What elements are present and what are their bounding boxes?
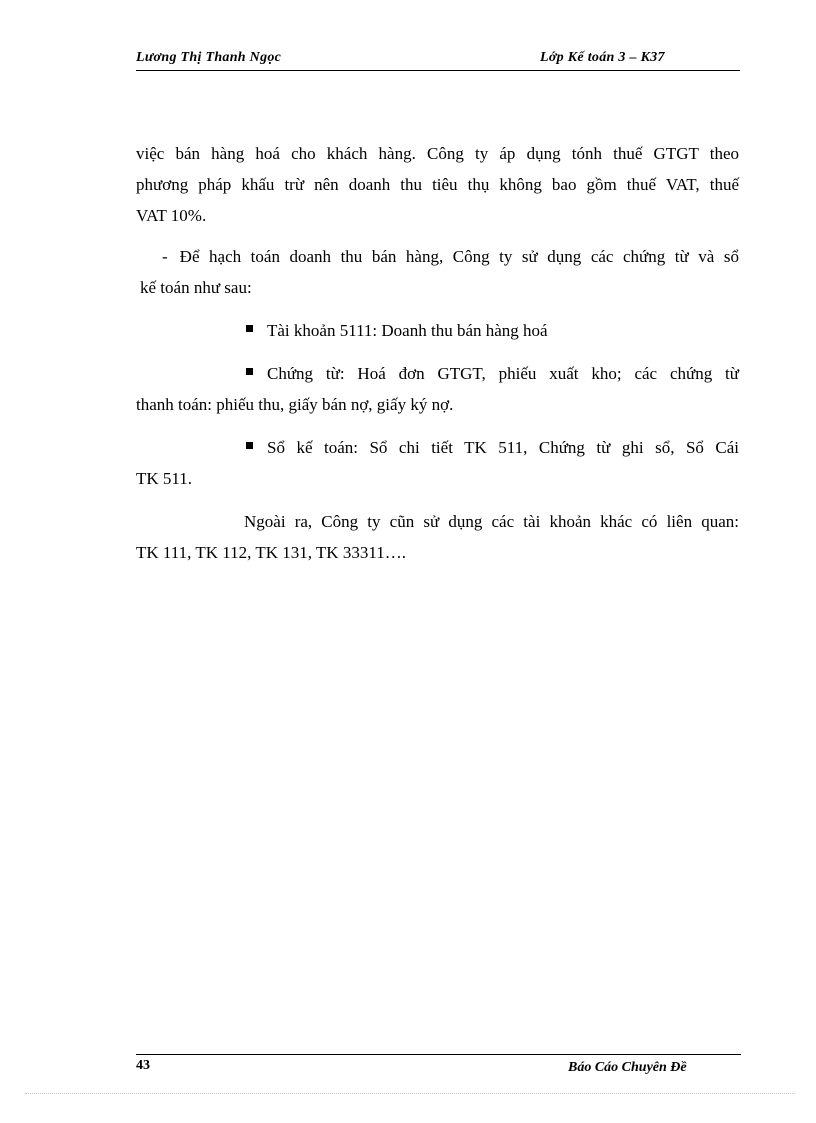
intro-line-2: phương pháp khấu trừ nên doanh thu tiêu thụ không bao gồm thuế VAT, thuế <box>136 175 739 194</box>
bullet-line <box>136 315 739 346</box>
dash-line-1 <box>136 241 739 272</box>
page-footer <box>136 1054 741 1079</box>
bullet-item-account <box>136 315 739 346</box>
page-number: 43 <box>136 1058 150 1073</box>
intro-line-1: việc bán hàng hoá cho khách hàng. Công ty áp dụng tónh thuế GTGT theo <box>136 144 739 163</box>
bullet-list <box>136 315 739 494</box>
bullet-text: Chứng từ: Hoá đơn GTGT, phiếu xuất kho; các chứng từ <box>267 364 739 383</box>
bullet-continuation: thanh toán: phiếu thu, giấy bán nợ, giấy ký nợ. <box>136 395 454 414</box>
dash-paragraph <box>136 241 739 303</box>
intro-paragraph <box>136 138 739 231</box>
page-bottom-divider <box>25 1093 795 1094</box>
dash-marker: - <box>162 247 168 266</box>
dash-text-1: Để hạch toán doanh thu bán hàng, Công ty sử dụng các chứng từ và sổ <box>179 247 739 266</box>
other-line-2: TK 111, TK 112, TK 131, TK 33311…. <box>136 543 406 562</box>
bullet-line <box>136 358 739 389</box>
square-bullet-icon <box>246 442 253 449</box>
other-accounts-paragraph <box>136 506 739 568</box>
intro-line-3: VAT 10%. <box>136 206 207 225</box>
bullet-item-documents <box>136 358 739 420</box>
dash-line-2: kế toán như sau: <box>140 278 252 297</box>
bullet-line <box>136 432 739 463</box>
footer-title: Báo Cáo Chuyên Đề <box>568 1060 687 1075</box>
other-line-1: Ngoài ra, Công ty cũn sử dụng các tài khoản khác có liên quan: <box>244 512 739 531</box>
bullet-text: Sổ kế toán: Sổ chi tiết TK 511, Chứng từ ghi sổ, Sổ Cái <box>267 438 739 457</box>
bullet-continuation: TK 511. <box>136 469 193 488</box>
square-bullet-icon <box>246 368 253 375</box>
square-bullet-icon <box>246 325 253 332</box>
bullet-item-books <box>136 432 739 494</box>
page-body <box>136 138 739 568</box>
bullet-text: Tài khoản 5111: Doanh thu bán hàng hoá <box>267 321 548 340</box>
header-class: Lớp Kế toán 3 – K37 <box>540 50 665 65</box>
page-header <box>136 50 740 71</box>
header-author: Lương Thị Thanh Ngọc <box>136 50 282 65</box>
